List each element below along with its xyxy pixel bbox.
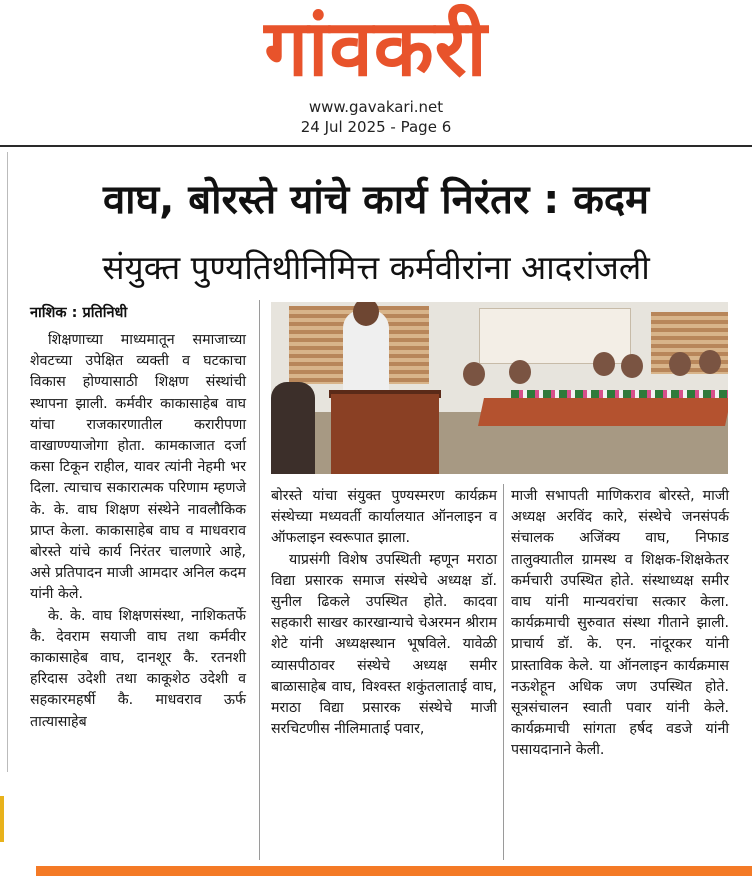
paragraph: याप्रसंगी विशेष उपस्थिती म्हणून मराठा विद्या प्रसारक समाज संस्थेचे अध्यक्ष डॉ. सुनील ढिकले उपस्थित होते. कादवा सहकारी साखर कारखान्याचे चेअरमन श्रीराम शेटे यांनी अध्यक्षस्थान भूषविले. यावेळी व्यासपीठावर संस्थेचे अध्यक्ष समीर बाळासाहेब वाघ, विश्वस्त शकुंतलाताई वाघ, मराठा विद्या प्रसारक संस्थेचे माजी सरचिटणीस नीलिमाताई पवार,	[271, 551, 497, 738]
column-divider	[259, 300, 260, 860]
website-url[interactable]: www.gavakari.net	[308, 98, 444, 116]
podium	[331, 394, 439, 474]
newspaper-logo: गांवकरी	[264, 4, 488, 94]
paragraph: के. के. वाघ शिक्षणसंस्था, नाशिकतर्फे कै. देवराम सयाजी वाघ तथा कर्मवीर काकासाहेब वाघ, दानशूर कै. रतनशी हरिदास उदेशी तथा काकूशेठ उदेशी व सहकारमहर्षी कै. माधवराव ऊर्फ तात्यासाहेब	[30, 607, 246, 730]
paragraph: शिक्षणाच्या माध्यमातून समाजाच्या शेवटच्या उपेक्षित व्यक्ती व घटकाचा विकास होण्यासाठी शिक्षण संस्थांची स्थापना झाली. कर्मवीर काकासाहेब वाघ यांचा राजकारणातील करारीपणा वाखाण्ण्याजोगा होता. कामकाजात दर्जा कसा टिकून राहील, यावर त्यांनी नेहमी भर दिला. त्याचाच सकारात्मक परिणाम म्हणजे के. के. वाघ शिक्षण संस्थेने नावलौकिक प्राप्त केला. काकासाहेब वाघ व माधवराव बोरस्ते यांचे कार्य निरंतर चालणारे आहे, असे प्रतिपादन माजी आमदार अनिल कदम यांनी केले.	[30, 332, 246, 603]
issue-date-page: 24 Jul 2025 - Page 6	[300, 118, 452, 136]
masthead	[0, 0, 752, 140]
article-column-1	[30, 330, 246, 733]
article-subheadline: संयुक्त पुण्यतिथीनिमित्त कर्मवीरांना आदरांजली	[102, 248, 650, 287]
article-column-2	[271, 486, 497, 740]
margin-marker	[0, 796, 4, 842]
top-divider	[0, 145, 752, 147]
clipping-edge	[7, 152, 8, 772]
paragraph: माजी सभापती माणिकराव बोरस्ते, माजी अध्यक्ष अरविंद कारे, संस्थेचे जनसंपर्क संचालक अजिंक्य वाघ, निफाड तालुक्यातील ग्रामस्थ व शिक्षक-शिक्षकेतर कर्मचारी उपस्थित होते. संस्थाध्यक्ष समीर वाघ यांनी मान्यवरांचा सत्कार केला. कार्यक्रमाची सुरुवात संस्था गीताने झाली. प्राचार्य डॉ. के. एन. नांदूरकर यांनी प्रास्ताविक केले. या ऑनलाइन कार्यक्रमास नऊशेहून अधिक जण उपस्थित होते. सूत्रसंचालन स्वाती पवार यांनी केले. कार्यक्रमाची सांगता हर्षद वडजे यांनी पसायदानाने केली.	[511, 488, 729, 759]
article-column-3	[511, 486, 729, 762]
article-dateline: नाशिक : प्रतिनिधी	[30, 305, 128, 321]
paragraph: बोरस्ते यांचा संयुक्त पुण्यस्मरण कार्यक्रम संस्थेच्या मध्यवर्ती कार्यालयात ऑनलाइन व ऑफलाइन स्वरूपात झाला.	[271, 488, 497, 547]
footer-bar	[36, 866, 752, 876]
article-headline: वाघ, बोरस्ते यांचे कार्य निरंतर : कदम	[102, 177, 650, 223]
event-photo	[271, 302, 728, 474]
column-divider	[503, 484, 504, 860]
